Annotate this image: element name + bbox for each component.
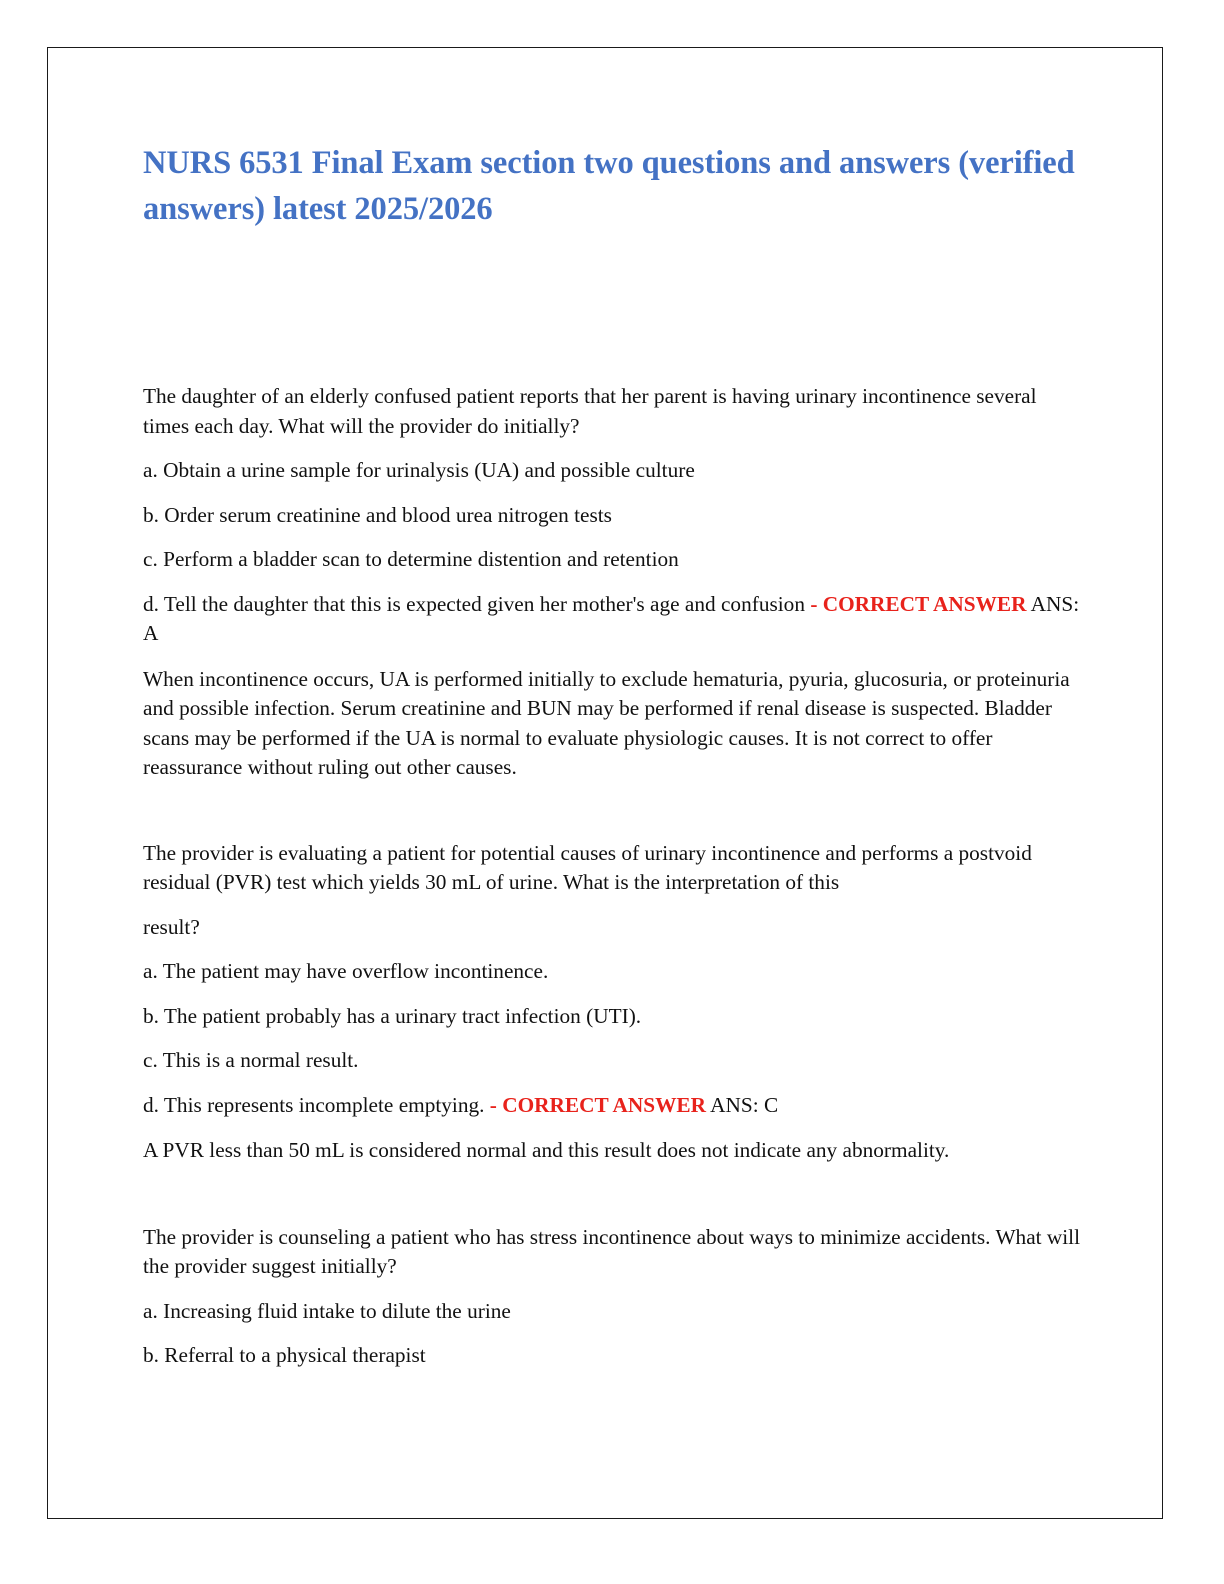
option-b: b. Referral to a physical therapist [143,1343,426,1367]
document-body [143,140,1083,1371]
rationale: When incontinence occurs, UA is performed initially to exclude hematuria, pyuria, glucosuria, or proteinuria and possible infection. Serum creatinine and BUN may be performed if renal disease is suspected. Bladder scans may be performed if the UA is normal to evaluate physiologic causes. It is not correct to offer reassurance without ruling out other causes. [143,666,1070,779]
option-a: a. Obtain a urine sample for urinalysis (UA) and possible culture [143,458,695,482]
question-2 [143,839,1083,1166]
rationale: A PVR less than 50 mL is considered normal and this result does not indicate any abnormality. [143,1138,950,1162]
option-a: a. The patient may have overflow incontinence. [143,959,549,983]
option-d-text: d. Tell the daughter that this is expected given her mother's age and confusion [143,591,805,616]
correct-answer-marker: - CORRECT ANSWER [489,1092,706,1117]
option-d [143,590,1083,649]
question-stem: The provider is counseling a patient who has stress incontinence about ways to minimize accidents. What will the provider suggest initially? [143,1224,1081,1278]
option-d-text: d. This represents incomplete emptying. [143,1092,485,1117]
option-a: a. Increasing fluid intake to dilute the urine [143,1298,511,1323]
question-stem: The daughter of an elderly confused patient reports that her parent is having urinary incontinence several times each day. What will the provider do initially? [143,384,1037,438]
option-d [143,1091,1083,1121]
question-1 [143,382,1083,783]
question-stem-continuation: result? [143,914,200,939]
option-b: b. Order serum creatinine and blood urea nitrogen tests [143,502,612,527]
document-title: NURS 6531 Final Exam section two questions and answers (verified answers) latest 2025/2026 [143,145,1075,227]
option-c: c. This is a normal result. [143,1048,359,1072]
option-c: c. Perform a bladder scan to determine distention and retention [143,547,679,571]
question-stem: The provider is evaluating a patient for potential causes of urinary incontinence and performs a postvoid residual (PVR) test which yields 30 mL of urine. What is the interpretation of this [143,840,1032,894]
answer-key: ANS: C [710,1092,779,1117]
question-3 [143,1223,1083,1371]
option-b: b. The patient probably has a urinary tract infection (UTI). [143,1003,642,1028]
answer-key: ANS: A [143,591,1080,645]
correct-answer-marker: - CORRECT ANSWER [810,591,1027,616]
